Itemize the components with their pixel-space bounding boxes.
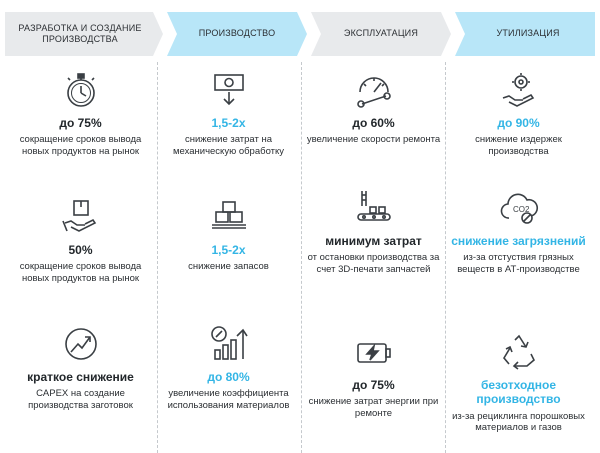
benefit-description: снижение запасов (188, 261, 269, 273)
step-label-development: РАЗРАБОТКА И СОЗДАНИЕ ПРОИЗВОДСТВА (18, 22, 142, 44)
hand-box-icon (61, 197, 101, 237)
benefit-description: снижение издержек производства (475, 134, 562, 157)
process-banner (5, 12, 595, 56)
benefit-card (7, 70, 154, 157)
benefit-description: сокращение сроков вывода новых продуктов на рынок (19, 134, 142, 157)
benefit-description: из-за отстуствия грязных веществ в АТ-производстве (457, 252, 580, 275)
benefit-card (445, 332, 592, 434)
benefits-grid (5, 62, 595, 453)
column-disposal (445, 62, 592, 453)
trend-chart-icon (61, 324, 101, 364)
benefit-title: 50% (68, 243, 93, 257)
benefit-description: снижение затрат на механическую обработку (172, 134, 285, 157)
benefit-card (155, 324, 302, 411)
benefit-title: до 60% (352, 116, 395, 130)
benefit-card (445, 188, 592, 275)
conveyor-icon (354, 188, 394, 228)
benefit-card (445, 70, 592, 157)
svg-text:CO2: CO2 (512, 205, 529, 214)
benefit-description: увеличение скорости ремонта (306, 134, 441, 146)
step-label-disposal: УТИЛИЗАЦИЯ (496, 28, 560, 39)
benefit-description: из-за рециклинга порошковых материалов и газов (452, 410, 585, 434)
benefit-card (155, 197, 302, 273)
benefit-title: до 75% (59, 116, 102, 130)
benefit-title: безотходное производство (476, 378, 561, 407)
benefit-description: сокращение сроков вывода новых продуктов на рынок (19, 261, 142, 284)
benefit-card (7, 324, 154, 411)
benefit-description: увеличение коэффициента использования материалов (167, 388, 290, 411)
benefit-title: 1,5-2х (211, 243, 246, 257)
benefit-card (7, 197, 154, 284)
hand-gear-icon (499, 70, 539, 110)
benefit-card (155, 70, 302, 157)
step-label-operation: ЭКСПЛУАТАЦИЯ (343, 28, 419, 39)
stopwatch-icon (61, 70, 101, 110)
co2-cloud-icon (499, 188, 539, 228)
column-operation (300, 62, 447, 453)
column-production (155, 62, 302, 453)
battery-charge-icon (354, 332, 394, 372)
step-label-production: ПРОИЗВОДСТВО (198, 28, 276, 39)
benefit-description: снижение затрат энергии при ремонте (308, 396, 439, 419)
recycle-icon (499, 332, 539, 372)
benefit-title: снижение загрязнений (451, 234, 586, 248)
benefit-title: 1,5-2х (211, 116, 246, 130)
benefit-title: до 90% (497, 116, 540, 130)
money-down-icon (209, 70, 249, 110)
benefit-card (300, 70, 447, 146)
column-development (7, 62, 154, 453)
benefit-description: CAPEX на создание производства заготовок (28, 388, 133, 411)
benefit-card (300, 332, 447, 419)
benefit-card (300, 188, 447, 275)
benefit-title: краткое снижение (27, 370, 134, 384)
benefit-title: минимум затрат (325, 234, 422, 248)
benefit-title: до 80% (207, 370, 250, 384)
speedometer-wrench-icon (354, 70, 394, 110)
percent-chart-icon (209, 324, 249, 364)
benefit-title: до 75% (352, 378, 395, 392)
benefit-description: от остановки производства за счет 3D-печати запчастей (307, 252, 440, 275)
stacked-boxes-icon (209, 197, 249, 237)
